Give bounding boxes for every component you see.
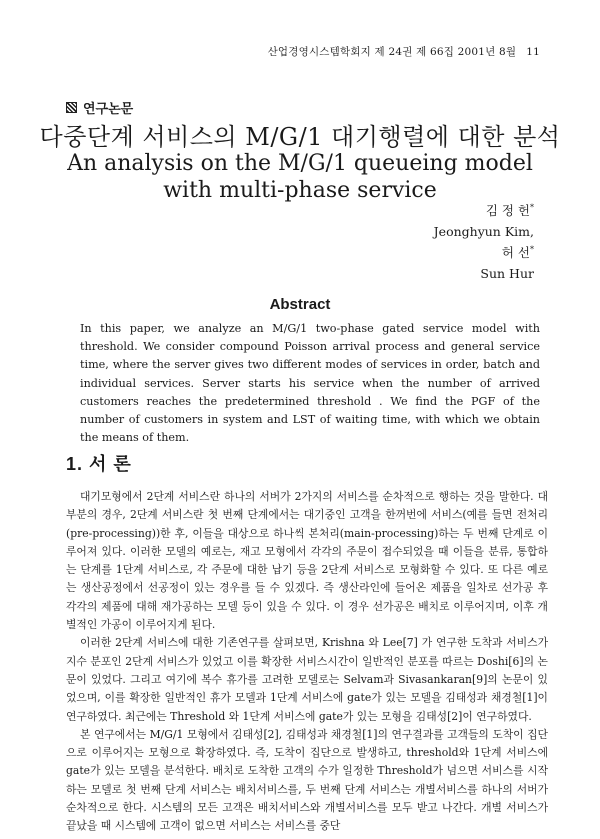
author-line: 김 정 헌* [485,202,534,218]
hatched-square-icon [66,102,77,113]
section-tag [66,98,133,117]
running-header [268,44,540,59]
author-footnote-mark: * [530,244,534,254]
introduction-body [66,488,548,836]
title-english-line-2: with multi-phase service [163,178,437,203]
paragraph: 대기모형에서 2단계 서비스란 하나의 서버가 2가지의 서비스를 순차적으로 행하는 것을 말한다. 대부분의 경우, 2단계 서비스란 첫 번째 단계에서는 대기중인 고객을 한꺼번에 서비스(예를 들면 전처리(pre-processing))한 후, 이들을 대상으로 하나씩 본처리(main-processing)하는 두 번째 단계로 이루어져 있다. 이러한 모델의 예로는, 재고 모형에서 각각의 주문이 접수되었을 때 이들을 분류, 통합하는 단계를 1단계 서비스로, 각 주문에 대한 납기 등을 2단계 서비스로 모형화할 수 있다. 또 다른 예로는 생산공정에서 선공정이 있는 경우를 들 수 있겠다. 즉 생산라인에 들어온 제품을 일차로 선가공 후 각각의 제품에 대해 재가공하는 모델 등이 있을 수 있다. 이 경우 선가공은 배치로 이루어지며, 이후 개별적인 가공이 이루어지게 된다. [66,490,548,632]
title-korean: 다중단계 서비스의 M/G/1 대기행렬에 대한 분석 [39,123,561,151]
author-block [434,200,534,284]
abstract-text: In this paper, we analyze an M/G/1 two-phase gated service model with threshold. We consider compound Poisson arrival process and general service time, where the server gives two different modes of services in order, batch and individual services. Server starts his service when the number of arrived customers reaches the predetermined threshold . We find the PGF of the number of customers in system and LST of waiting time, with which we obtain the means of them. [80,322,540,445]
author-line: Jeonghyun Kim, [433,224,534,239]
author-line: 허 선* [501,244,534,260]
page-number: 11 [526,46,540,58]
author-line: Sun Hur [480,266,534,281]
title-english [0,150,600,204]
abstract-heading: Abstract [269,296,331,313]
paragraph: 이러한 2단계 서비스에 대한 기존연구를 살펴보면, Krishna 와 Lee[7] 가 연구한 도착과 서비스가 지수 분포인 2단계 서비스가 있었고 이를 확장한 서비스시간이 일반적인 분포를 따르는 Doshi[6]의 논문이 있었다. 그리고 여기에 복수 휴가를 고려한 모델로는 Selvam과 Sivasankaran[9]의 논문이 있었으며, 이를 확장한 일반적인 휴가 모델과 1단계 서비스에 gate가 있는 모델을 김태성과 채경철[1]이 연구하였다. 최근에는 Threshold 와 1단계 서비스에 gate가 있는 모형을 김태성[2]이 연구하였다. [66,636,548,723]
author-footnote-mark: * [530,202,534,212]
section-tag-label: 연구논문 [83,102,134,117]
journal-info: 산업경영시스템학회지 제 24권 제 66집 2001년 8월 [267,46,517,58]
title-english-line-1: An analysis on the M/G/1 queueing model [67,151,533,176]
paragraph: 본 연구에서는 M/G/1 모형에서 김태성[2], 김태성과 채경철[1]의 연구결과를 고객들의 도착이 집단으로 이루어지는 모형으로 확장하였다. 즉, 도착이 집단으로 발생하고, threshold와 1단계 서비스에 gate가 있는 모델을 분석한다. 배치로 도착한 고객의 수가 일정한 Threshold가 넘으면 서비스를 시작하는 모델로 첫 번째 단계 서비스는 배치서비스를, 두 번째 단계 서비스는 개별서비스를 하나의 서버가 순차적으로 한다. 시스템의 모든 고객은 배치서비스와 개별서비스를 모두 받고 나간다. 개별 서비스가 끝났을 때 시스템에 고객이 없으면 서비스는 서비스를 중단 [66,727,548,833]
introduction-heading: 1. 서 론 [66,454,132,474]
